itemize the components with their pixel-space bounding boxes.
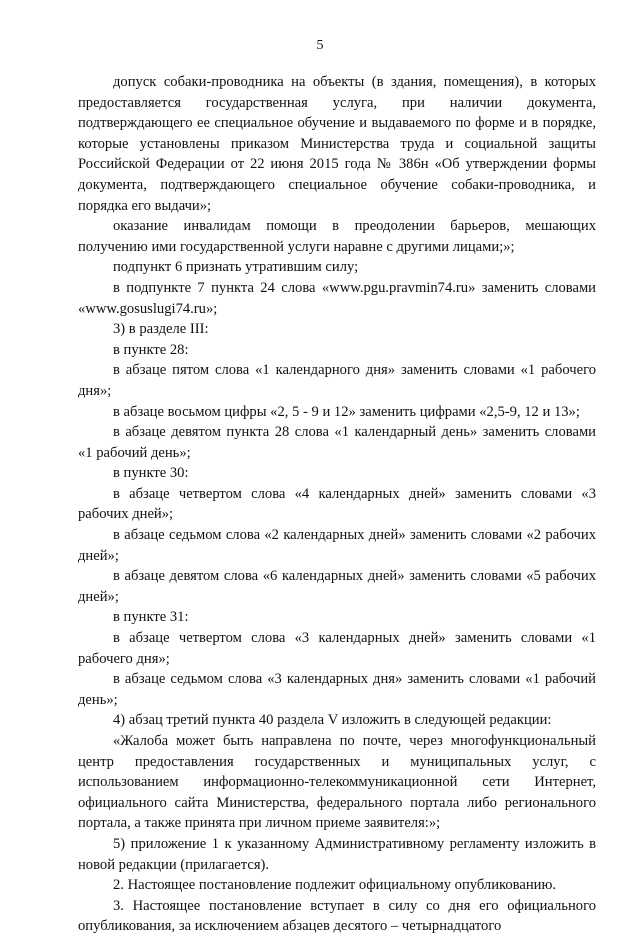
paragraph-30-abzac-9: в абзаце девятом слова «6 календарных дней» заменить словами «5 рабочих дней»; bbox=[78, 568, 596, 605]
paragraph-publication: 2. Настоящее постановление подлежит официальному опубликованию. bbox=[113, 877, 557, 894]
paragraph-subitem-6: подпункт 6 признать утратившим силу; bbox=[113, 259, 359, 276]
paragraph-guide-dog-admission: допуск собаки-проводника на объекты (в здания, помещения), в которых предоставляется государственная услуга, при наличии документа, подтверждающего ее специальное обучение и выдаваемого по форме и в порядке, которые установлены приказом Министерства труда и социальной защиты Российской Федерации от 22 июня 2015 года № 386н «Об утверждении формы документа, подтверждающего специальное обучение собаки-проводника, и порядка его выдачи»; bbox=[78, 74, 596, 214]
document-body bbox=[78, 72, 596, 937]
paragraph-31-abzac-7: в абзаце седьмом слова «3 календарных дня» заменить словами «1 рабочий день»; bbox=[78, 671, 596, 708]
paragraph-31-abzac-4: в абзаце четвертом слова «3 календарных дней» заменить словами «1 рабочего дня»; bbox=[78, 630, 596, 667]
paragraph-item-31: в пункте 31: bbox=[113, 609, 189, 626]
paragraph-complaint-text: «Жалоба может быть направлена по почте, через многофункциональный центр предоставления государственных и муниципальных услуг, с использованием информационно-телекоммуникационной сети Интернет, официального сайта Министерства, федерального портала либо регионального портала, а также принята при личном приеме заявителя:»; bbox=[78, 733, 596, 832]
paragraph-item-40: 4) абзац третий пункта 40 раздела V изложить в следующей редакции: bbox=[113, 712, 552, 729]
paragraph-item-28: в пункте 28: bbox=[113, 341, 189, 358]
paragraph-effective-date: 3. Настоящее постановление вступает в силу со дня его официального опубликования, за исключением абзацев десятого – четырнадцатого bbox=[78, 897, 596, 935]
paragraph-section-3: 3) в разделе III: bbox=[113, 321, 209, 338]
paragraph-item-30: в пункте 30: bbox=[113, 465, 189, 482]
page-number: 5 bbox=[316, 38, 324, 53]
paragraph-28-abzac-8: в абзаце восьмом цифры «2, 5 - 9 и 12» заменить цифрами «2,5-9, 12 и 13»; bbox=[113, 403, 580, 420]
paragraph-28-abzac-9: в абзаце девятом пункта 28 слова «1 календарный день» заменить словами «1 рабочий день»; bbox=[78, 424, 596, 461]
paragraph-assist-disabled: оказание инвалидам помощи в преодолении барьеров, мешающих получению ими государственной услуги наравне с другими лицами;»; bbox=[78, 218, 596, 255]
paragraph-30-abzac-4: в абзаце четвертом слова «4 календарных дней» заменить словами «3 рабочих дней»; bbox=[78, 485, 596, 523]
paragraph-appendix-1: 5) приложение 1 к указанному Административному регламенту изложить в новой редакции (прилагается). bbox=[78, 835, 596, 873]
paragraph-30-abzac-7: в абзаце седьмом слова «2 календарных дней» заменить словами «2 рабочих дней»; bbox=[78, 527, 596, 564]
paragraph-subitem-7: в подпункте 7 пункта 24 слова «www.pgu.pravmin74.ru» заменить словами «www.gosuslugi74.ru»; bbox=[78, 279, 596, 317]
paragraph-28-abzac-5: в абзаце пятом слова «1 календарного дня» заменить словами «1 рабочего дня»; bbox=[78, 362, 596, 399]
